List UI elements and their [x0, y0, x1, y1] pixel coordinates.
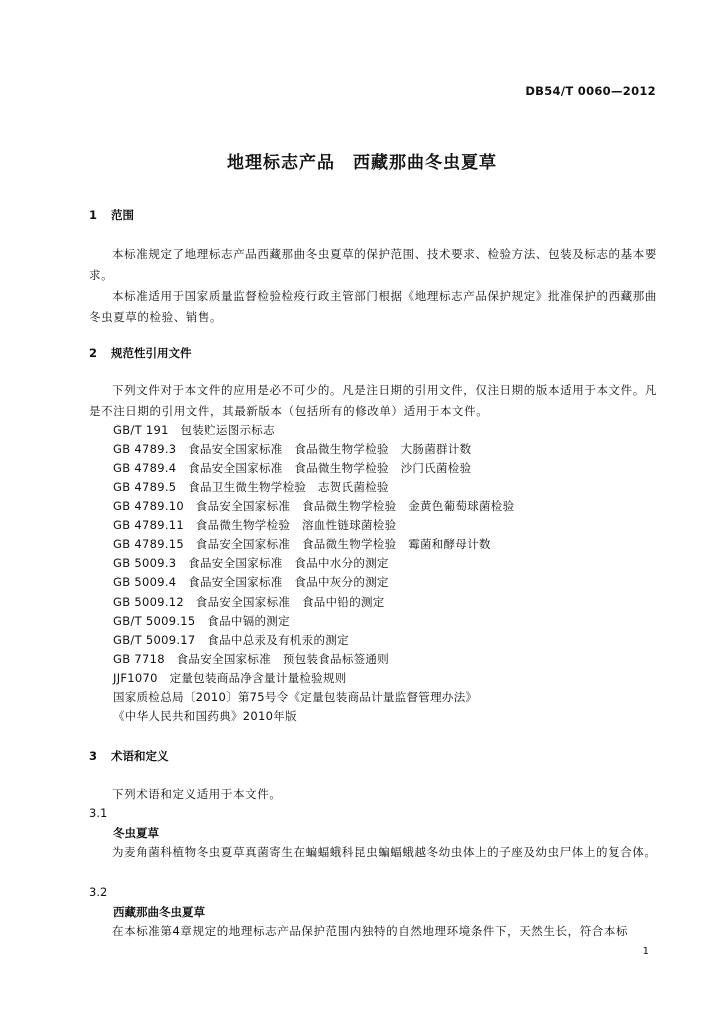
- reference-item: GB 4789.5 食品卫生微生物学检验 志贺氏菌检验: [113, 480, 389, 494]
- standard-code: DB54/T 0060—2012: [525, 84, 656, 98]
- section-title: 范围: [111, 208, 134, 222]
- section-number: 2: [89, 346, 98, 360]
- section-title: 术语和定义: [111, 749, 169, 763]
- term-name: 西藏那曲冬虫夏草: [113, 905, 205, 919]
- reference-item: GB 4789.15 食品安全国家标准 食品微生物学检验 霉菌和酵母计数: [113, 537, 491, 551]
- reference-item: 《中华人民共和国药典》2010年版: [113, 709, 297, 723]
- section-1-paragraph-1: 本标准规定了地理标志产品西藏那曲冬虫夏草的保护范围、技术要求、检验方法、包装及标志的基本要求。: [89, 247, 657, 282]
- term-number: 3.1: [89, 806, 108, 820]
- reference-item: GB 4789.10 食品安全国家标准 食品微生物学检验 金黄色葡萄球菌检验: [113, 499, 515, 513]
- reference-item: GB 7718 食品安全国家标准 预包装食品标签通则: [113, 652, 390, 666]
- section-3-intro: 下列术语和定义适用于本文件。: [112, 787, 282, 801]
- reference-item: GB 5009.12 食品安全国家标准 食品中铅的测定: [113, 595, 385, 609]
- reference-item: GB 4789.3 食品安全国家标准 食品微生物学检验 大肠菌群计数: [113, 442, 472, 456]
- reference-item: 国家质检总局〔2010〕第75号令《定量包装商品计量监督管理办法》: [113, 690, 478, 704]
- reference-item: GB 4789.4 食品安全国家标准 食品微生物学检验 沙门氏菌检验: [113, 461, 472, 475]
- term-name: 冬虫夏草: [113, 826, 159, 840]
- reference-item: GB/T 5009.17 食品中总汞及有机汞的测定: [113, 633, 349, 647]
- reference-item: GB/T 191 包装贮运图示标志: [113, 423, 275, 437]
- document-title: 地理标志产品 西藏那曲冬虫夏草: [227, 153, 497, 173]
- section-number: 1: [89, 208, 98, 222]
- page-number: 1: [642, 946, 649, 957]
- term-definition: 为麦角菌科植物冬虫夏草真菌寄生在蝙蝠蛾科昆虫蝙蝠蛾越冬幼虫体上的子座及幼虫尸体上的复合体。: [112, 845, 657, 859]
- reference-item: GB 5009.4 食品安全国家标准 食品中灰分的测定: [113, 575, 389, 589]
- term-definition: 在本标准第4章规定的地理标志产品保护范围内独特的自然地理环境条件下，天然生长，符合本标: [112, 924, 629, 938]
- reference-item: GB/T 5009.15 食品中镉的测定: [113, 614, 290, 628]
- section-1-paragraph-2: 本标准适用于国家质量监督检验检疫行政主管部门根据《地理标志产品保护规定》批准保护的西藏那曲冬虫夏草的检验、销售。: [89, 289, 657, 324]
- section-number: 3: [89, 749, 98, 763]
- reference-item: GB 4789.11 食品微生物学检验 溶血性链球菌检验: [113, 518, 397, 532]
- section-2-intro: 下列文件对于本文件的应用是必不可少的。凡是注日期的引用文件，仅注日期的版本适用于本文件。凡是不注日期的引用文件，其最新版本（包括所有的修改单）适用于本文件。: [89, 383, 657, 418]
- reference-item: GB 5009.3 食品安全国家标准 食品中水分的测定: [113, 556, 389, 570]
- term-number: 3.2: [89, 885, 108, 899]
- section-2-heading: [89, 345, 192, 361]
- section-title: 规范性引用文件: [111, 346, 192, 360]
- reference-item: JJF1070 定量包装商品净含量计量检验规则: [113, 671, 347, 685]
- section-3-heading: [89, 748, 169, 764]
- section-1-heading: [89, 207, 134, 223]
